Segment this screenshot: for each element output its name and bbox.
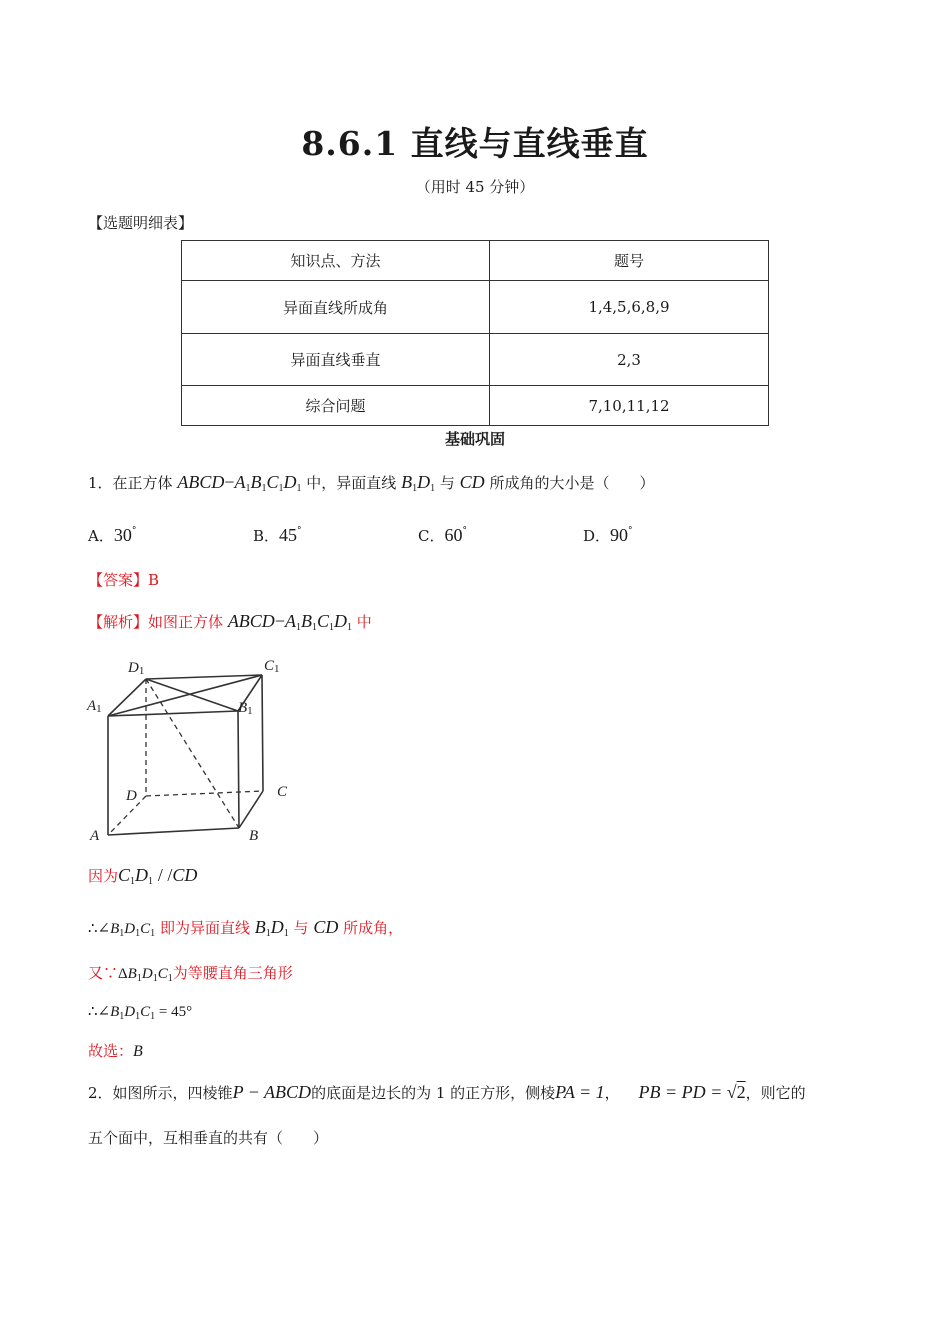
label-c: C [277,784,288,800]
table-cell: 异面直线垂直 [182,334,490,386]
line-b1d1: $B_1D_1$ [401,472,436,494]
question-2-line-2: 五个面中，互相垂直的共有（ ） [88,1129,329,1147]
table-cell: 2,3 [490,334,769,386]
time-note: （用时 45 分钟） [415,178,535,196]
label-a: A [90,828,100,844]
label-c1: C1 [264,658,280,675]
step-2: $\therefore\angle B_1D_1C_1$ 即为异面直线 $B_1D_1$ 与 CD 所成角， [88,917,404,939]
option-a[interactable]: A．30° [88,525,137,545]
question-detail-table [181,240,769,426]
step-5: 故选：B [88,1042,143,1060]
question-number: 2． [88,1084,113,1102]
option-b[interactable]: B．45° [253,525,302,545]
section-label: 【选题明细表】 [88,214,194,232]
step-4: $\therefore\angle B_1D_1C_1 = 45^\circ$ [88,1002,193,1022]
table-row [182,386,769,426]
label-b: B [249,828,259,844]
table-cell: 异面直线所成角 [182,281,490,334]
table-cell: 1,4,5,6,8,9 [490,281,769,334]
cube-top-face: $A_1B_1C_1D_1$ [234,472,302,494]
label-b1: B1 [238,700,253,717]
table-header-cell: 知识点、方法 [182,241,490,281]
page-title: 8.6.1 直线与直线垂直 [301,124,649,163]
step-3: 又$\because\Delta B_1D_1C_1$为等腰直角三角形 [88,964,293,984]
table-header-row [182,241,769,281]
table-cell: 综合问题 [182,386,490,426]
table-row [182,281,769,334]
step-1: 因为$C_1D_1 / /CD$ [88,865,198,887]
label-a1: A1 [87,698,102,715]
label-d: D [126,788,137,804]
option-d[interactable]: D．90° [583,525,633,545]
table-cell: 7,10,11,12 [490,386,769,426]
table-row [182,334,769,386]
question-2: 2．如图所示，四棱锥P − ABCD的底面是边长的为 1 的正方形，侧棱PA = 1， PB = PD = √2，则它的 [88,1082,806,1102]
cube-figure [84,650,304,850]
question-number: 1． [88,474,113,492]
option-c[interactable]: C．60° [418,525,467,545]
section-heading: 基础巩固 [444,430,505,448]
question-1: 1．在正方体 $ABCD-A_1B_1C_1D_1$ 中，异面直线 $B_1D_1$ 与 CD 所成角的大小是（ ） [88,472,655,494]
table-header-cell: 题号 [490,241,769,281]
analysis-line: 【解析】如图正方体 $ABCD-A_1B_1C_1D_1$ 中 [88,611,372,633]
label-d1: D1 [128,660,145,677]
answer-line: 【答案】B [88,571,160,589]
